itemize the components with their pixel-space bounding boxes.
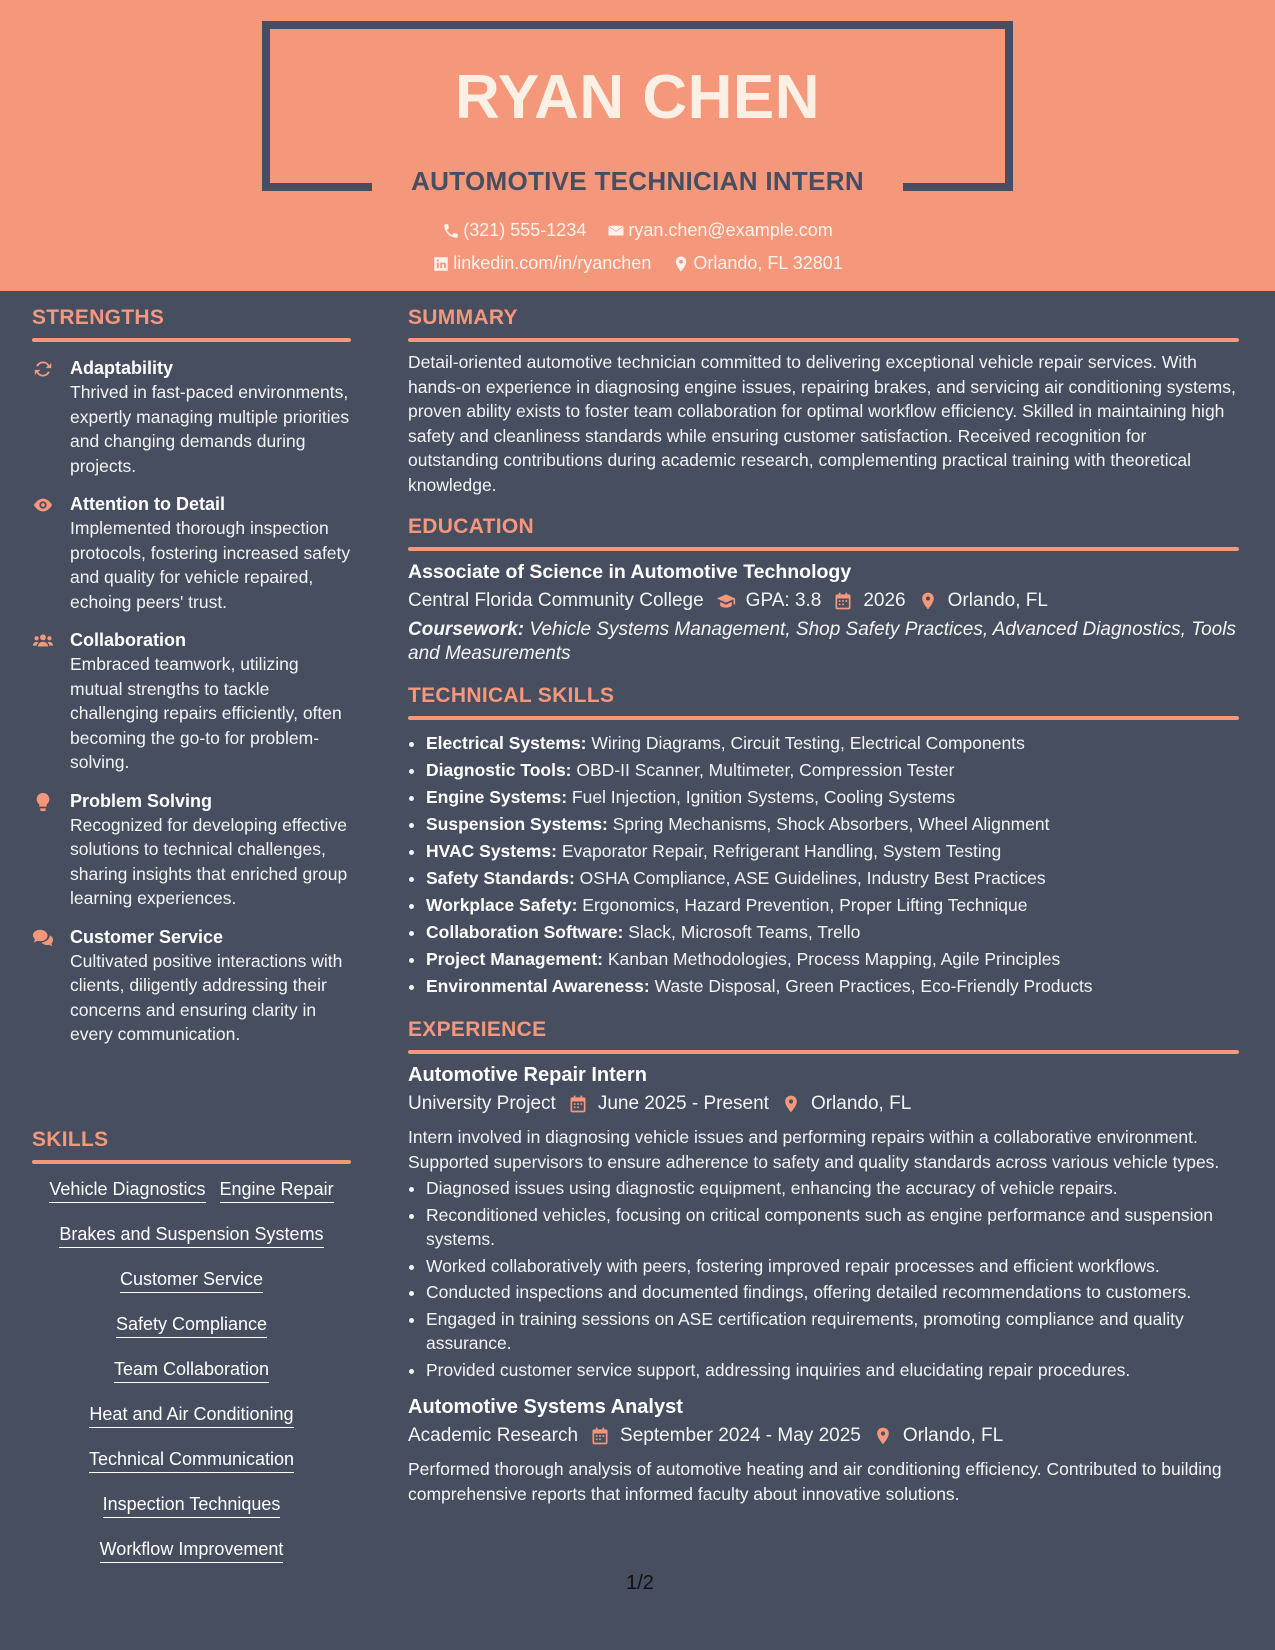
section-heading-skills: SKILLS	[32, 1128, 109, 1151]
strength-item	[32, 925, 351, 1047]
section-heading-summary: SUMMARY	[408, 306, 518, 329]
job-title: AUTOMOTIVE TECHNICIAN INTERN	[411, 166, 864, 196]
job-dates: September 2024 - May 2025	[620, 1425, 861, 1446]
coursework-text: Vehicle Systems Management, Shop Safety Practices, Advanced Diagnostics, Tools and Measurements	[408, 619, 1236, 664]
email-contact[interactable]	[607, 220, 832, 241]
skill-category: Workplace Safety:	[426, 895, 578, 915]
skills-section	[32, 1128, 351, 1583]
list-item	[426, 946, 1239, 973]
skill-values: Waste Disposal, Green Practices, Eco-Friendly Products	[654, 976, 1093, 996]
job-meta	[408, 1425, 1239, 1447]
list-item	[426, 973, 1239, 1000]
strength-item	[32, 356, 351, 478]
job-description: Intern involved in diagnosing vehicle issues and performing repairs within a collaborative environment. Supported supervisors to ensure adherence to safety and quality standards across various vehicle types.	[408, 1127, 1220, 1172]
education-degree: Associate of Science in Automotive Technology	[408, 561, 852, 583]
job-title: Automotive Systems Analyst	[408, 1396, 683, 1418]
strength-item	[32, 492, 351, 614]
job-organization: Academic Research	[408, 1425, 579, 1446]
skill-tag: Technical Communication	[89, 1448, 294, 1473]
calendar-icon	[568, 1094, 588, 1114]
job-location: Orlando, FL	[902, 1425, 1004, 1446]
envelope-icon	[607, 222, 625, 240]
list-item: • Provided customer service support, addressing inquiries and elucidating repair procedures.	[426, 1358, 1239, 1383]
experience-entry	[408, 1396, 1239, 1506]
skill-values: Kanban Methodologies, Process Mapping, Agile Principles	[607, 949, 1061, 969]
education-meta	[408, 590, 1239, 612]
technical-skills-list	[408, 730, 1239, 1000]
section-heading-experience: EXPERIENCE	[408, 1018, 547, 1041]
strength-description: Recognized for developing effective solutions to technical challenges, sharing insights that enriched group learning experiences.	[70, 814, 348, 908]
technical-skills-section	[408, 684, 1239, 1000]
skill-values: Spring Mechanisms, Shock Absorbers, Wheel Alignment	[612, 814, 1050, 834]
list-item	[426, 838, 1239, 865]
skill-values: Fuel Injection, Ignition Systems, Cooling Systems	[571, 787, 956, 807]
header-banner	[0, 0, 1275, 291]
job-dates: June 2025 - Present	[597, 1093, 769, 1114]
education-gpa: GPA: 3.8	[745, 590, 822, 611]
map-pin-icon	[672, 255, 690, 273]
skill-category: Environmental Awareness:	[426, 976, 650, 996]
phone-text: (321) 555-1234	[463, 220, 587, 240]
summary-text: Detail-oriented automotive technician committed to delivering exceptional vehicle repair services. With hands-on experience in diagnosing engine issues, repairing brakes, and servicing air conditioning systems, proven ability exists to foster team collaboration for optimal workflow efficiency. Skilled in maintaining high safety and cleanliness standards while ensuring customer satisfaction. Received recognition for outstanding contributions during academic research, complementing practical training with theoretical knowledge.	[408, 352, 1236, 495]
strength-description: Implemented thorough inspection protocols, fostering increased safety and quality for vehicle repaired, echoing peers' trust.	[70, 518, 351, 612]
skill-values: Ergonomics, Hazard Prevention, Proper Lifting Technique	[582, 895, 1028, 915]
skill-category: Electrical Systems:	[426, 733, 587, 753]
skill-values: Wiring Diagrams, Circuit Testing, Electrical Components	[591, 733, 1025, 753]
map-pin-icon	[781, 1094, 801, 1114]
job-meta	[408, 1093, 1239, 1115]
email-text: ryan.chen@example.com	[628, 220, 833, 240]
list-item: • Worked collaboratively with peers, fostering improved repair processes and efficient workflows.	[426, 1254, 1239, 1279]
education-coursework	[408, 618, 1239, 666]
calendar-icon	[833, 591, 853, 611]
job-description: Performed thorough analysis of automotive heating and air conditioning efficiency. Contributed to building comprehensive reports that informed faculty about innovative solutions.	[408, 1459, 1222, 1504]
strength-title: Problem Solving	[70, 790, 213, 811]
list-item	[426, 811, 1239, 838]
section-divider	[408, 716, 1239, 720]
section-divider	[32, 338, 351, 342]
strength-description: Cultivated positive interactions with clients, diligently addressing their concerns and ensuring clarity in every communication.	[70, 950, 343, 1044]
list-item	[426, 784, 1239, 811]
strength-title: Customer Service	[70, 926, 224, 947]
skills-tag-list	[32, 1178, 351, 1583]
skill-tag: Team Collaboration	[114, 1358, 269, 1383]
list-item	[426, 865, 1239, 892]
calendar-icon	[590, 1426, 610, 1446]
phone-icon	[442, 222, 460, 240]
location-contact	[672, 253, 842, 274]
list-item: • Reconditioned vehicles, focusing on critical components such as engine performance and suspension systems.	[426, 1203, 1239, 1252]
job-location: Orlando, FL	[810, 1093, 912, 1114]
skill-tag: Heat and Air Conditioning	[89, 1403, 293, 1428]
lightbulb-icon	[32, 791, 54, 813]
comments-icon	[32, 927, 54, 949]
map-pin-icon	[918, 591, 938, 611]
users-icon	[32, 630, 54, 652]
section-divider	[32, 1160, 351, 1164]
skill-tag: Customer Service	[120, 1268, 263, 1293]
skill-category: Suspension Systems:	[426, 814, 608, 834]
skill-category: Engine Systems:	[426, 787, 568, 807]
education-school: Central Florida Community College	[408, 590, 704, 611]
contact-row-2	[0, 253, 1275, 278]
list-item	[426, 730, 1239, 757]
section-divider	[408, 547, 1239, 551]
strength-item	[32, 789, 351, 911]
list-item	[426, 892, 1239, 919]
skill-category: Diagnostic Tools:	[426, 760, 572, 780]
section-heading-education: EDUCATION	[408, 515, 534, 538]
main-column	[408, 306, 1239, 1506]
skill-tag: Workflow Improvement	[100, 1538, 284, 1563]
graduation-cap-icon	[716, 591, 736, 611]
phone-contact[interactable]	[442, 220, 586, 241]
section-heading-technical-skills: TECHNICAL SKILLS	[408, 684, 615, 707]
list-item: • Diagnosed issues using diagnostic equipment, enhancing the accuracy of vehicle repairs.	[426, 1176, 1239, 1201]
strength-title: Collaboration	[70, 630, 186, 650]
skill-category: Safety Standards:	[426, 868, 575, 888]
skill-tag: Vehicle Diagnostics	[49, 1178, 205, 1203]
skill-category: Project Management:	[426, 949, 603, 969]
skill-values: Slack, Microsoft Teams, Trello	[628, 922, 861, 942]
job-organization: University Project	[408, 1093, 556, 1114]
job-bullets	[408, 1176, 1239, 1382]
linkedin-icon	[432, 255, 450, 273]
section-divider	[408, 338, 1239, 342]
skill-tag: Brakes and Suspension Systems	[59, 1223, 323, 1248]
skill-category: Collaboration Software:	[426, 922, 624, 942]
skill-tag: Inspection Techniques	[103, 1493, 281, 1518]
candidate-name: RYAN CHEN	[454, 63, 821, 132]
list-item	[426, 757, 1239, 784]
education-location: Orlando, FL	[947, 590, 1048, 611]
linkedin-contact[interactable]	[432, 253, 651, 274]
list-item: • Conducted inspections and documented findings, offering detailed recommendations to customers.	[426, 1280, 1239, 1305]
skill-values: OSHA Compliance, ASE Guidelines, Industry Best Practices	[579, 868, 1046, 888]
experience-entry	[408, 1064, 1239, 1382]
eye-icon	[32, 494, 54, 516]
strength-title: Attention to Detail	[70, 494, 225, 514]
page-number: 1/2	[626, 1572, 654, 1594]
refresh-icon	[32, 358, 54, 380]
summary-section	[408, 306, 1239, 497]
list-item	[426, 919, 1239, 946]
strength-description: Embraced teamwork, utilizing mutual strengths to tackle challenging repairs efficiently, often becoming the go-to for problem-solving.	[70, 654, 342, 772]
strength-description: Thrived in fast-paced environments, expertly managing multiple priorities and changing demands during projects.	[70, 382, 350, 476]
skill-category: HVAC Systems:	[426, 841, 557, 861]
skill-values: OBD-II Scanner, Multimeter, Compression Tester	[576, 760, 955, 780]
linkedin-text: linkedin.com/in/ryanchen	[453, 253, 652, 273]
education-year: 2026	[863, 590, 906, 611]
contact-row-1	[0, 220, 1275, 245]
section-heading-strengths: STRENGTHS	[32, 306, 165, 329]
strength-item	[32, 628, 351, 775]
strength-title: Adaptability	[70, 358, 174, 378]
location-text: Orlando, FL 32801	[693, 253, 843, 273]
experience-section	[408, 1018, 1239, 1506]
list-item: • Engaged in training sessions on ASE certification requirements, promoting compliance and quality assurance.	[426, 1307, 1239, 1356]
education-section	[408, 515, 1239, 666]
strengths-section	[32, 306, 351, 1047]
map-pin-icon	[873, 1426, 893, 1446]
skill-tag: Engine Repair	[220, 1178, 334, 1203]
job-title: Automotive Repair Intern	[408, 1064, 647, 1086]
skill-tag: Safety Compliance	[116, 1313, 267, 1338]
coursework-label: Coursework:	[408, 619, 525, 640]
skill-values: Evaporator Repair, Refrigerant Handling, System Testing	[561, 841, 1002, 861]
section-divider	[408, 1050, 1239, 1054]
